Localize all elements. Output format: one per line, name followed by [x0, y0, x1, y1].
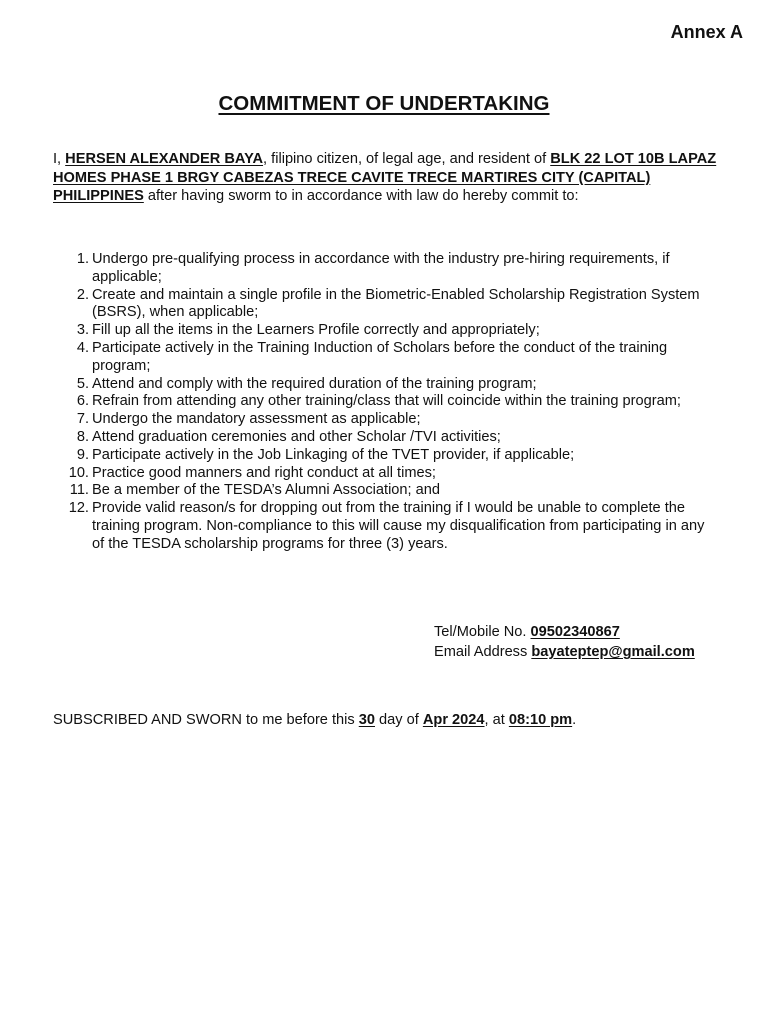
commitment-number: 10. — [68, 464, 89, 481]
sworn-month: Apr 2024 — [422, 712, 485, 728]
commitment-number: 5. — [76, 375, 89, 392]
commitment-number: 3. — [76, 322, 89, 339]
sworn-end: . — [572, 712, 577, 728]
commitment-item — [53, 287, 713, 323]
commitment-text: Provide valid reason/s for dropping out from the training if I would be unable to complete the training program. Non-compliance to this will cause my disqualification from participating in any of the TESDA scholarship programs for three (3) years. — [92, 500, 705, 552]
intro-suffix: after having sworm to in accordance with law do hereby commit to: — [143, 188, 579, 204]
commitment-item — [53, 322, 713, 340]
commitment-number: 2. — [76, 286, 89, 303]
commitment-number: 1. — [76, 251, 89, 267]
commitment-text: Fill up all the items in the Learners Profile correctly and appropriately; — [92, 322, 540, 339]
annex-label: Annex A — [670, 22, 743, 42]
commitment-number: 11. — [69, 482, 89, 499]
commitment-text: Participate actively in the Job Linkaging of the TVET provider, if applicable; — [92, 446, 575, 463]
commitment-item — [53, 340, 713, 376]
intro-prefix: I, — [53, 151, 66, 167]
commitment-number: 4. — [76, 339, 89, 356]
commitment-number: 6. — [76, 393, 89, 410]
commitment-item — [53, 447, 713, 465]
sworn-statement — [53, 712, 576, 728]
intro-middle: , filipino citizen, of legal age, and resident of — [263, 151, 551, 167]
commitment-text: Attend and comply with the required duration of the training program; — [92, 375, 537, 392]
email-row — [434, 642, 695, 662]
commitment-text: Practice good manners and right conduct at all times; — [92, 464, 436, 481]
commitment-text: Undergo pre-qualifying process in accordance with the industry pre-hiring requirements, if applicable; — [92, 251, 670, 285]
commitment-item — [53, 376, 713, 394]
phone-row — [434, 622, 695, 642]
commitment-number: 9. — [76, 446, 89, 463]
commitment-text: Create and maintain a single profile in the Biometric-Enabled Scholarship Registration System (BSRS), when applicable; — [92, 286, 700, 321]
commitment-item — [53, 465, 713, 483]
phone-value: 09502340867 — [530, 624, 620, 640]
sworn-prefix: SUBSCRIBED AND SWORN to me before this — [53, 712, 359, 728]
applicant-address: BLK 22 LOT 10B LAPAZ HOMES PHASE 1 BRGY CABEZAS TRECE CAVITE TRECE MARTIRES CITY (CAPITAL) PHILIPPINES — [53, 151, 717, 204]
commitment-number: 8. — [76, 428, 89, 445]
sworn-mid1: day of — [374, 712, 423, 728]
commitment-number: 7. — [76, 411, 89, 428]
phone-label: Tel/Mobile No. — [434, 624, 527, 640]
commitment-item — [53, 429, 713, 447]
commitment-item — [53, 482, 713, 500]
contact-block — [434, 622, 695, 662]
commitment-text: Undergo the mandatory assessment as applicable; — [92, 411, 421, 428]
commitment-text: Attend graduation ceremonies and other Scholar /TVI activities; — [92, 428, 501, 445]
applicant-name: HERSEN ALEXANDER BAYA — [65, 151, 264, 167]
sworn-day: 30 — [358, 712, 375, 728]
commitment-text: Refrain from attending any other training/class that will coincide within the training program; — [92, 393, 681, 410]
commitment-list — [53, 251, 713, 554]
intro-paragraph — [53, 150, 723, 206]
commitment-item — [53, 251, 713, 287]
commitment-number: 12. — [68, 500, 89, 517]
commitment-item — [53, 411, 713, 429]
sworn-time: 08:10 pm — [508, 712, 573, 728]
document-title: COMMITMENT OF UNDERTAKING — [218, 92, 550, 115]
commitment-text: Participate actively in the Training Induction of Scholars before the conduct of the training program; — [92, 339, 668, 374]
document-title-container — [0, 92, 768, 116]
commitment-text: Be a member of the TESDA’s Alumni Association; and — [92, 482, 440, 499]
email-value: bayateptep@gmail.com — [531, 644, 695, 660]
email-label: Email Address — [434, 644, 528, 660]
commitment-item — [53, 500, 713, 553]
sworn-mid2: , at — [484, 712, 509, 728]
commitment-item — [53, 393, 713, 411]
